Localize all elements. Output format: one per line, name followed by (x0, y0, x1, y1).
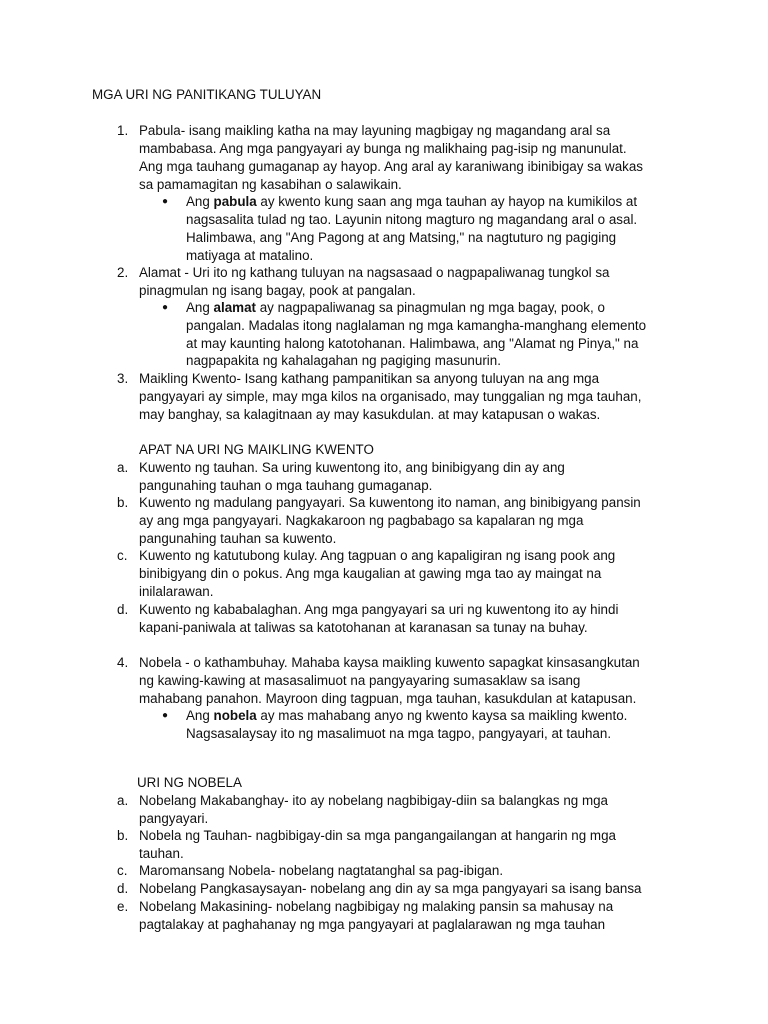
kwento-type-line: pangunahing tauhan o mga tauhang gumaganap. (139, 478, 433, 493)
list-marker: 3. (117, 371, 129, 386)
list-marker: a. (117, 460, 129, 475)
list-marker: c. (117, 863, 128, 878)
pabula-bullet-line: nagsasalita tulad ng tao. Layunin nitong magturo ng magandang aral o asal. (186, 212, 638, 227)
pabula-line: sa pamamagitan ng kasabihan o salawikain. (139, 177, 402, 192)
nobela-bullet-line: Ang nobela ay mas mahabang anyo ng kwento kaysa sa maikling kwento. (186, 708, 628, 723)
nobela-bullet-line: Nagsasalaysay ito ng masalimuot na mga tagpo, pangyayari, at tauhan. (186, 726, 612, 741)
list-marker: 4. (117, 655, 129, 670)
list-marker: a. (117, 793, 129, 808)
nobela-type-line: Nobelang Makasining- nobelang nagbibigay ng malaking pansin sa mahusay na (139, 899, 614, 914)
bold-term: alamat (213, 300, 256, 315)
pabula-bullet-line: Ang pabula ay kwento kung saan ang mga tauhan ay hayop na kumikilos at (186, 194, 638, 209)
nobela-type-line: pagtalakay at paghahanay ng mga pangyayari at paglalarawan ng mga tauhan (139, 917, 606, 932)
nobela-type-line: Nobela ng Tauhan- nagbibigay-din sa mga pangangailangan at hangarin ng mga (139, 828, 616, 843)
list-marker: c. (117, 548, 128, 563)
kwento-type-line: pangunahing tauhan sa kuwento. (139, 531, 337, 546)
alamat-line: Alamat - Uri ito ng kathang tuluyan na nagsasaad o nagpapaliwanag tungkol sa (139, 265, 610, 280)
list-marker: 1. (117, 123, 129, 138)
nobela-type-line: pangyayari. (139, 811, 209, 826)
pabula-bullet-line: matiyaga at matalino. (186, 248, 314, 263)
section-heading: URI NG NOBELA (137, 775, 242, 790)
alamat-bullet-line: Ang alamat ay nagpapaliwanag sa pinagmulan ng mga bagay, pook, o (186, 300, 605, 315)
maikling-kwento-line: may banghay, sa kalagitnaan ay may kasukdulan. at may katapusan o wakas. (139, 407, 601, 422)
alamat-bullet-line: nagpapakita ng kahalagahan ng pagiging masunurin. (186, 353, 501, 368)
nobela-type-line: Nobelang Makabanghay- ito ay nobelang nagbibigay-diin sa balangkas ng mga (139, 793, 608, 808)
bullet-icon: ● (162, 710, 169, 721)
section-heading: APAT NA URI NG MAIKLING KWENTO (139, 442, 374, 457)
list-marker: b. (117, 495, 129, 510)
pabula-line: Pabula- isang maikling katha na may layuning magbigay ng magandang aral sa (139, 123, 611, 138)
kwento-type-line: ay ang mga pangyayari. Nagkakaroon ng pagbabago sa kapalaran ng mga (139, 513, 584, 528)
nobela-line: ng kawing-kawing at masasalimuot na pangyayaring sumasaklaw sa isang (139, 673, 581, 688)
alamat-bullet-line: pangalan. Madalas itong naglalaman ng mga kamangha-manghang elemento (186, 318, 647, 333)
kwento-type-line: binibigyang din o pokus. Ang mga kaugalian at gawing mga tao ay maingat na (139, 566, 602, 581)
nobela-type-line: tauhan. (139, 846, 184, 861)
pabula-bullet-line: Halimbawa, ang "Ang Pagong at ang Matsing," na nagtuturo ng pagiging (186, 230, 617, 245)
nobela-line: Nobela - o kathambuhay. Mahaba kaysa maikling kuwento sapagkat kinsasangkutan (139, 655, 640, 670)
bold-term: nobela (213, 708, 257, 723)
list-marker: d. (117, 881, 129, 896)
list-marker: e. (117, 899, 129, 914)
kwento-type-line: kapani-paniwala at taliwas sa katotohanan at karanasan sa tunay na buhay. (139, 620, 588, 635)
bullet-icon: ● (162, 302, 169, 313)
nobela-type-line: Nobelang Pangkasaysayan- nobelang ang din ay sa mga pangyayari sa isang bansa (139, 881, 642, 896)
nobela-line: mahabang panahon. Mayroon ding tagpuan, mga tauhan, kasukdulan at katapusan. (139, 691, 637, 706)
bold-term: pabula (213, 194, 257, 209)
document-title: MGA URI NG PANITIKANG TULUYAN (92, 87, 322, 102)
alamat-line: pinagmulan ng isang bagay, pook at pangalan. (139, 283, 416, 298)
kwento-type-line: Kuwento ng katutubong kulay. Ang tagpuan o ang kapaligiran ng isang pook ang (139, 548, 616, 563)
kwento-type-line: Kuwento ng kababalaghan. Ang mga pangyayari sa uri ng kuwentong ito ay hindi (139, 602, 619, 617)
kwento-type-line: inilalarawan. (139, 584, 214, 599)
pabula-line: Ang mga tauhang gumaganap ay hayop. Ang aral ay karaniwang ibinibigay sa wakas (139, 159, 643, 174)
bullet-icon: ● (162, 196, 169, 207)
kwento-type-line: Kuwento ng madulang pangyayari. Sa kuwentong ito naman, ang binibigyang pansin (139, 495, 641, 510)
nobela-type-line: Maromansang Nobela- nobelang nagtatanghal sa pag-ibigan. (139, 863, 504, 878)
list-marker: d. (117, 602, 129, 617)
list-marker: 2. (117, 265, 129, 280)
maikling-kwento-line: Maikling Kwento- Isang kathang pampanitikan sa anyong tuluyan na ang mga (139, 371, 600, 386)
pabula-line: mambabasa. Ang mga pangyayari ay bunga ng malikhaing pag-isip ng manunulat. (139, 141, 627, 156)
maikling-kwento-line: pangyayari ay simple, may mga kilos na organisado, may tunggalian ng mga tauhan, (139, 389, 642, 404)
alamat-bullet-line: at may kaunting halong katotohanan. Halimbawa, ang "Alamat ng Pinya," na (186, 336, 639, 351)
kwento-type-line: Kuwento ng tauhan. Sa uring kuwentong ito, ang binibigyang din ay ang (139, 460, 565, 475)
list-marker: b. (117, 828, 129, 843)
